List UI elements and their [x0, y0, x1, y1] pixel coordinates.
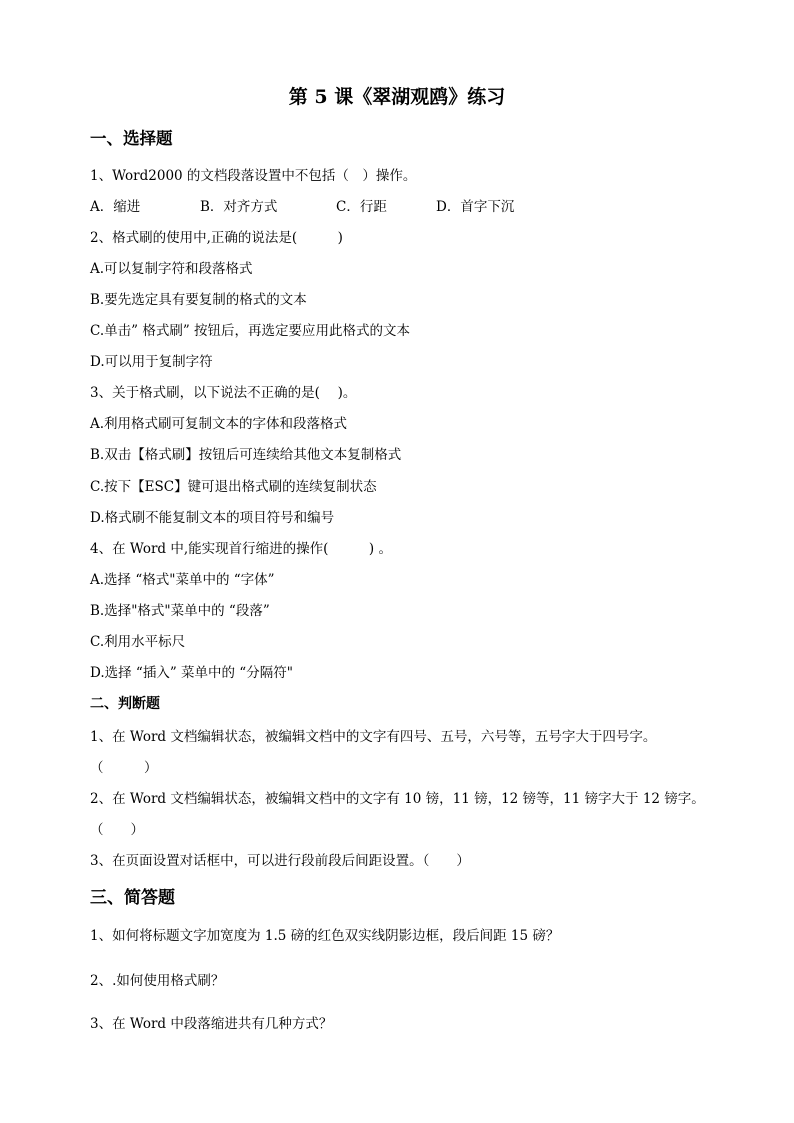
page-title: 第 5 课《翠湖观鸥》练习	[288, 86, 506, 108]
option-a: A．缩进	[90, 199, 141, 215]
question-2-option-d: D.可以用于复制字符	[90, 354, 213, 370]
section-heading-choice: 一、选择题	[90, 129, 173, 148]
question-3-option-b: B.双击【格式刷】按钮后可连续给其他文本复制格式	[90, 447, 402, 463]
judgement-2-answer: （ ）	[90, 822, 144, 838]
short-answer-2: 2、.如何使用格式刷？	[90, 973, 225, 989]
option-b: B．对齐方式	[200, 199, 278, 215]
question-3-option-d: D.格式刷不能复制文本的项目符号和编号	[90, 510, 335, 526]
question-1: 1、Word2000 的文档段落设置中不包括（ ）操作。	[90, 168, 417, 184]
question-2: 2、格式刷的使用中,正确的说法是( )	[90, 230, 343, 246]
option-d: D．首字下沉	[436, 199, 515, 215]
question-4-option-b: B.选择"格式"菜单中的 “段落”	[90, 603, 270, 619]
question-2-option-c: C.单击” 格式刷” 按钮后，再选定要应用此格式的文本	[90, 323, 411, 339]
section-heading-short-answer: 三、简答题	[90, 888, 175, 908]
short-answer-1: 1、如何将标题文字加宽度为 1.5 磅的红色双实线阴影边框，段后间距 15 磅？	[90, 928, 560, 944]
question-4-option-d: D.选择 “插入” 菜单中的 “分隔符"	[90, 665, 293, 681]
question-1-options	[90, 198, 514, 216]
short-answer-3: 3、在 Word 中段落缩进共有几种方式？	[90, 1016, 333, 1032]
question-3: 3、关于格式刷，以下说法不正确的是( )。	[90, 385, 357, 401]
question-3-option-a: A.利用格式刷可复制文本的字体和段落格式	[90, 416, 348, 432]
judgement-3: 3、在页面设置对话框中，可以进行段前段后间距设置。（ ）	[90, 853, 470, 869]
option-c: C．行距	[336, 199, 387, 215]
question-4-option-a: A.选择 “格式"菜单中的 “字体”	[90, 572, 275, 588]
question-3-option-c: C.按下【ESC】键可退出格式刷的连续复制状态	[90, 479, 377, 495]
judgement-2: 2、在 Word 文档编辑状态，被编辑文档中的文字有 10 镑，11 镑，12 镑等，11 镑字大于 12 镑字。	[90, 791, 705, 807]
question-2-option-a: A.可以复制字符和段落格式	[90, 261, 253, 277]
judgement-1: 1、在 Word 文档编辑状态，被编辑文档中的文字有四号、五号，六号等，五号字大于四号字。	[90, 729, 657, 745]
question-2-option-b: B.要先选定具有要复制的格式的文本	[90, 292, 307, 308]
section-heading-judgement: 二、判断题	[90, 696, 160, 712]
question-4-option-c: C.利用水平标尺	[90, 634, 186, 650]
judgement-1-answer: （ ）	[90, 760, 158, 776]
question-4: 4、在 Word 中,能实现首行缩进的操作( ) 。	[90, 541, 392, 557]
